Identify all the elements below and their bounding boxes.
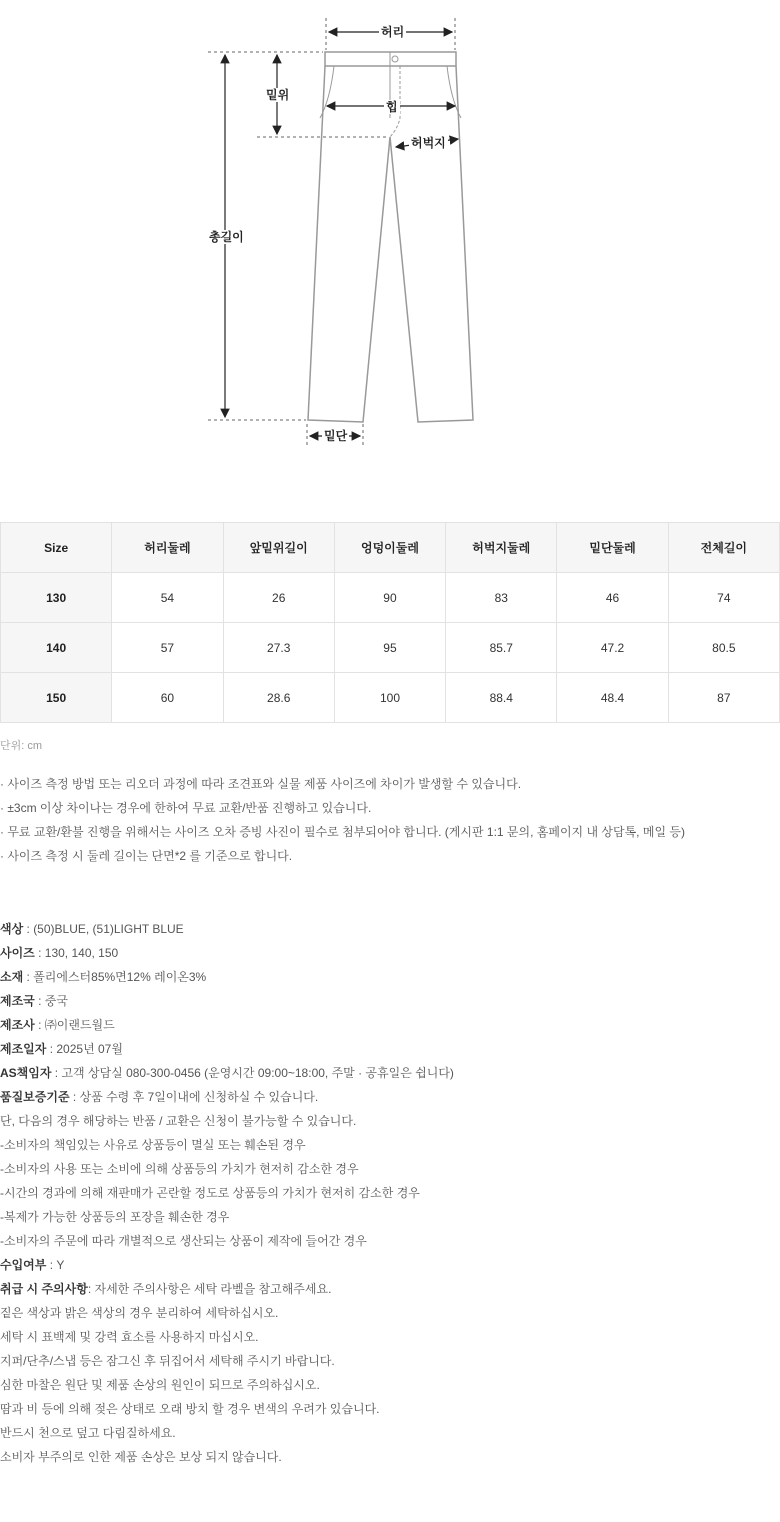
table-cell: 100 <box>334 673 445 723</box>
info-label: 수입여부 <box>0 1258 47 1272</box>
info-text: -소비자의 주문에 따라 개별적으로 생산되는 상품이 제작에 들어간 경우 <box>0 1234 367 1248</box>
header-front-rise: 앞밑위길이 <box>223 523 334 573</box>
info-line <box>0 1280 454 1304</box>
info-line <box>0 1304 454 1328</box>
header-total-length: 전체길이 <box>668 523 779 573</box>
info-text: : 중국 <box>34 994 68 1008</box>
info-label: 사이즈 <box>0 946 35 960</box>
table-cell: 74 <box>668 573 779 623</box>
info-line <box>0 1256 454 1280</box>
table-cell-size: 150 <box>1 673 112 723</box>
info-line <box>0 1352 454 1376</box>
pants-outline-drawing <box>0 0 780 470</box>
table-cell-size: 140 <box>1 623 112 673</box>
info-text: : 상품 수령 후 7일이내에 신청하실 수 있습니다. <box>69 1090 319 1104</box>
waist-label: 허리 <box>381 25 405 39</box>
info-text: : 폴리에스터85%면12% 레이온3% <box>23 970 207 984</box>
info-text: 반드시 천으로 덮고 다림질하세요. <box>0 1426 176 1440</box>
info-line <box>0 1208 454 1232</box>
info-text: : 자세한 주의사항은 세탁 라벨을 참고해주세요. <box>87 1282 332 1296</box>
info-text: : Y <box>46 1258 65 1272</box>
info-text: 땀과 비 등에 의해 젖은 상태로 오래 방치 할 경우 변색의 우려가 있습니다. <box>0 1402 380 1416</box>
rise-label: 밑위 <box>266 88 290 102</box>
header-waist: 허리둘레 <box>112 523 223 573</box>
note-item: · 무료 교환/환불 진행을 위해서는 사이즈 오차 증빙 사진이 필수로 첨부되어야 합니다. (게시판 1:1 문의, 홈페이지 내 상담톡, 메일 등) <box>0 825 685 839</box>
thigh-label: 허벅지 <box>411 136 446 150</box>
info-label: 취급 시 주의사항 <box>0 1282 88 1296</box>
total-length-label: 총길이 <box>209 230 244 244</box>
size-table-header-row <box>1 523 780 573</box>
info-text: 세탁 시 표백제 및 강력 효소를 사용하지 마십시오. <box>0 1330 259 1344</box>
info-line <box>0 1040 454 1064</box>
info-line <box>0 1328 454 1352</box>
note-item: · ±3cm 이상 차이나는 경우에 한하여 무료 교환/반품 진행하고 있습니다. <box>0 801 372 815</box>
table-cell: 46 <box>557 573 668 623</box>
table-cell: 26 <box>223 573 334 623</box>
product-info <box>0 920 454 1472</box>
table-cell: 88.4 <box>446 673 557 723</box>
hip-label: 힙 <box>386 100 398 114</box>
note-item: · 사이즈 측정 방법 또는 리오더 과정에 따라 조견표와 실물 제품 사이즈에 차이가 발생할 수 있습니다. <box>0 777 522 791</box>
info-line <box>0 1016 454 1040</box>
info-label: 제조국 <box>0 994 35 1008</box>
table-cell: 95 <box>334 623 445 673</box>
table-cell-size: 130 <box>1 573 112 623</box>
info-line <box>0 1088 454 1112</box>
info-label: 소재 <box>0 970 24 984</box>
table-cell: 57 <box>112 623 223 673</box>
table-row <box>1 673 780 723</box>
info-line <box>0 920 454 944</box>
info-line <box>0 1136 454 1160</box>
table-cell: 47.2 <box>557 623 668 673</box>
info-line <box>0 1112 454 1136</box>
table-cell: 80.5 <box>668 623 779 673</box>
info-line <box>0 1376 454 1400</box>
info-text: : 130, 140, 150 <box>34 946 119 960</box>
size-table <box>0 522 780 723</box>
info-text: -복제가 가능한 상품등의 포장을 훼손한 경우 <box>0 1210 230 1224</box>
info-text: : (50)BLUE, (51)LIGHT BLUE <box>23 922 184 936</box>
info-line <box>0 1232 454 1256</box>
table-cell: 60 <box>112 673 223 723</box>
info-text: : 고객 상담실 080-300-0456 (운영시간 09:00~18:00, 주말 · 공휴일은 쉽니다) <box>51 1066 454 1080</box>
header-size: Size <box>1 523 112 573</box>
info-text: : ㈜이랜드월드 <box>34 1018 115 1032</box>
info-line <box>0 992 454 1016</box>
hem-label: 밑단 <box>324 429 348 443</box>
header-hem: 밑단둘레 <box>557 523 668 573</box>
info-line <box>0 1184 454 1208</box>
table-cell: 85.7 <box>446 623 557 673</box>
header-thigh: 허벅지둘레 <box>446 523 557 573</box>
table-cell: 28.6 <box>223 673 334 723</box>
info-text: 심한 마찰은 원단 및 제품 손상의 원인이 되므로 주의하십시오. <box>0 1378 320 1392</box>
table-row <box>1 573 780 623</box>
info-label: AS책임자 <box>0 1066 52 1080</box>
table-cell: 87 <box>668 673 779 723</box>
info-text: 단, 다음의 경우 해당하는 반품 / 교환은 신청이 불가능할 수 있습니다. <box>0 1114 357 1128</box>
table-cell: 83 <box>446 573 557 623</box>
info-label: 색상 <box>0 922 24 936</box>
info-label: 품질보증기준 <box>0 1090 70 1104</box>
info-line <box>0 1448 454 1472</box>
info-line <box>0 1424 454 1448</box>
info-text: 지퍼/단추/스냅 등은 잠그신 후 뒤집어서 세탁해 주시기 바랍니다. <box>0 1354 335 1368</box>
table-cell: 90 <box>334 573 445 623</box>
info-line <box>0 968 454 992</box>
table-cell: 54 <box>112 573 223 623</box>
info-label: 제조사 <box>0 1018 35 1032</box>
info-line <box>0 1064 454 1088</box>
info-line <box>0 1400 454 1424</box>
note-item: · 사이즈 측정 시 둘레 길이는 단면*2 를 기준으로 합니다. <box>0 849 293 863</box>
info-line <box>0 944 454 968</box>
pants-size-diagram <box>0 0 780 470</box>
info-text: 소비자 부주의로 인한 제품 손상은 보상 되지 않습니다. <box>0 1450 282 1464</box>
header-hip: 엉덩이둘레 <box>334 523 445 573</box>
info-text: -소비자의 사용 또는 소비에 의해 상품등의 가치가 현저히 감소한 경우 <box>0 1162 359 1176</box>
unit-note: 단위: cm <box>0 740 43 752</box>
info-line <box>0 1160 454 1184</box>
info-text: -소비자의 책임있는 사유로 상품등이 멸실 또는 훼손된 경우 <box>0 1138 306 1152</box>
table-cell: 27.3 <box>223 623 334 673</box>
info-text: : 2025년 07월 <box>46 1042 123 1056</box>
info-label: 제조일자 <box>0 1042 47 1056</box>
info-text: 짙은 색상과 밝은 색상의 경우 분리하여 세탁하십시오. <box>0 1306 279 1320</box>
size-notes <box>0 775 685 871</box>
info-text: -시간의 경과에 의해 재판매가 곤란할 정도로 상품등의 가치가 현저히 감소한 경우 <box>0 1186 420 1200</box>
table-cell: 48.4 <box>557 673 668 723</box>
table-row <box>1 623 780 673</box>
